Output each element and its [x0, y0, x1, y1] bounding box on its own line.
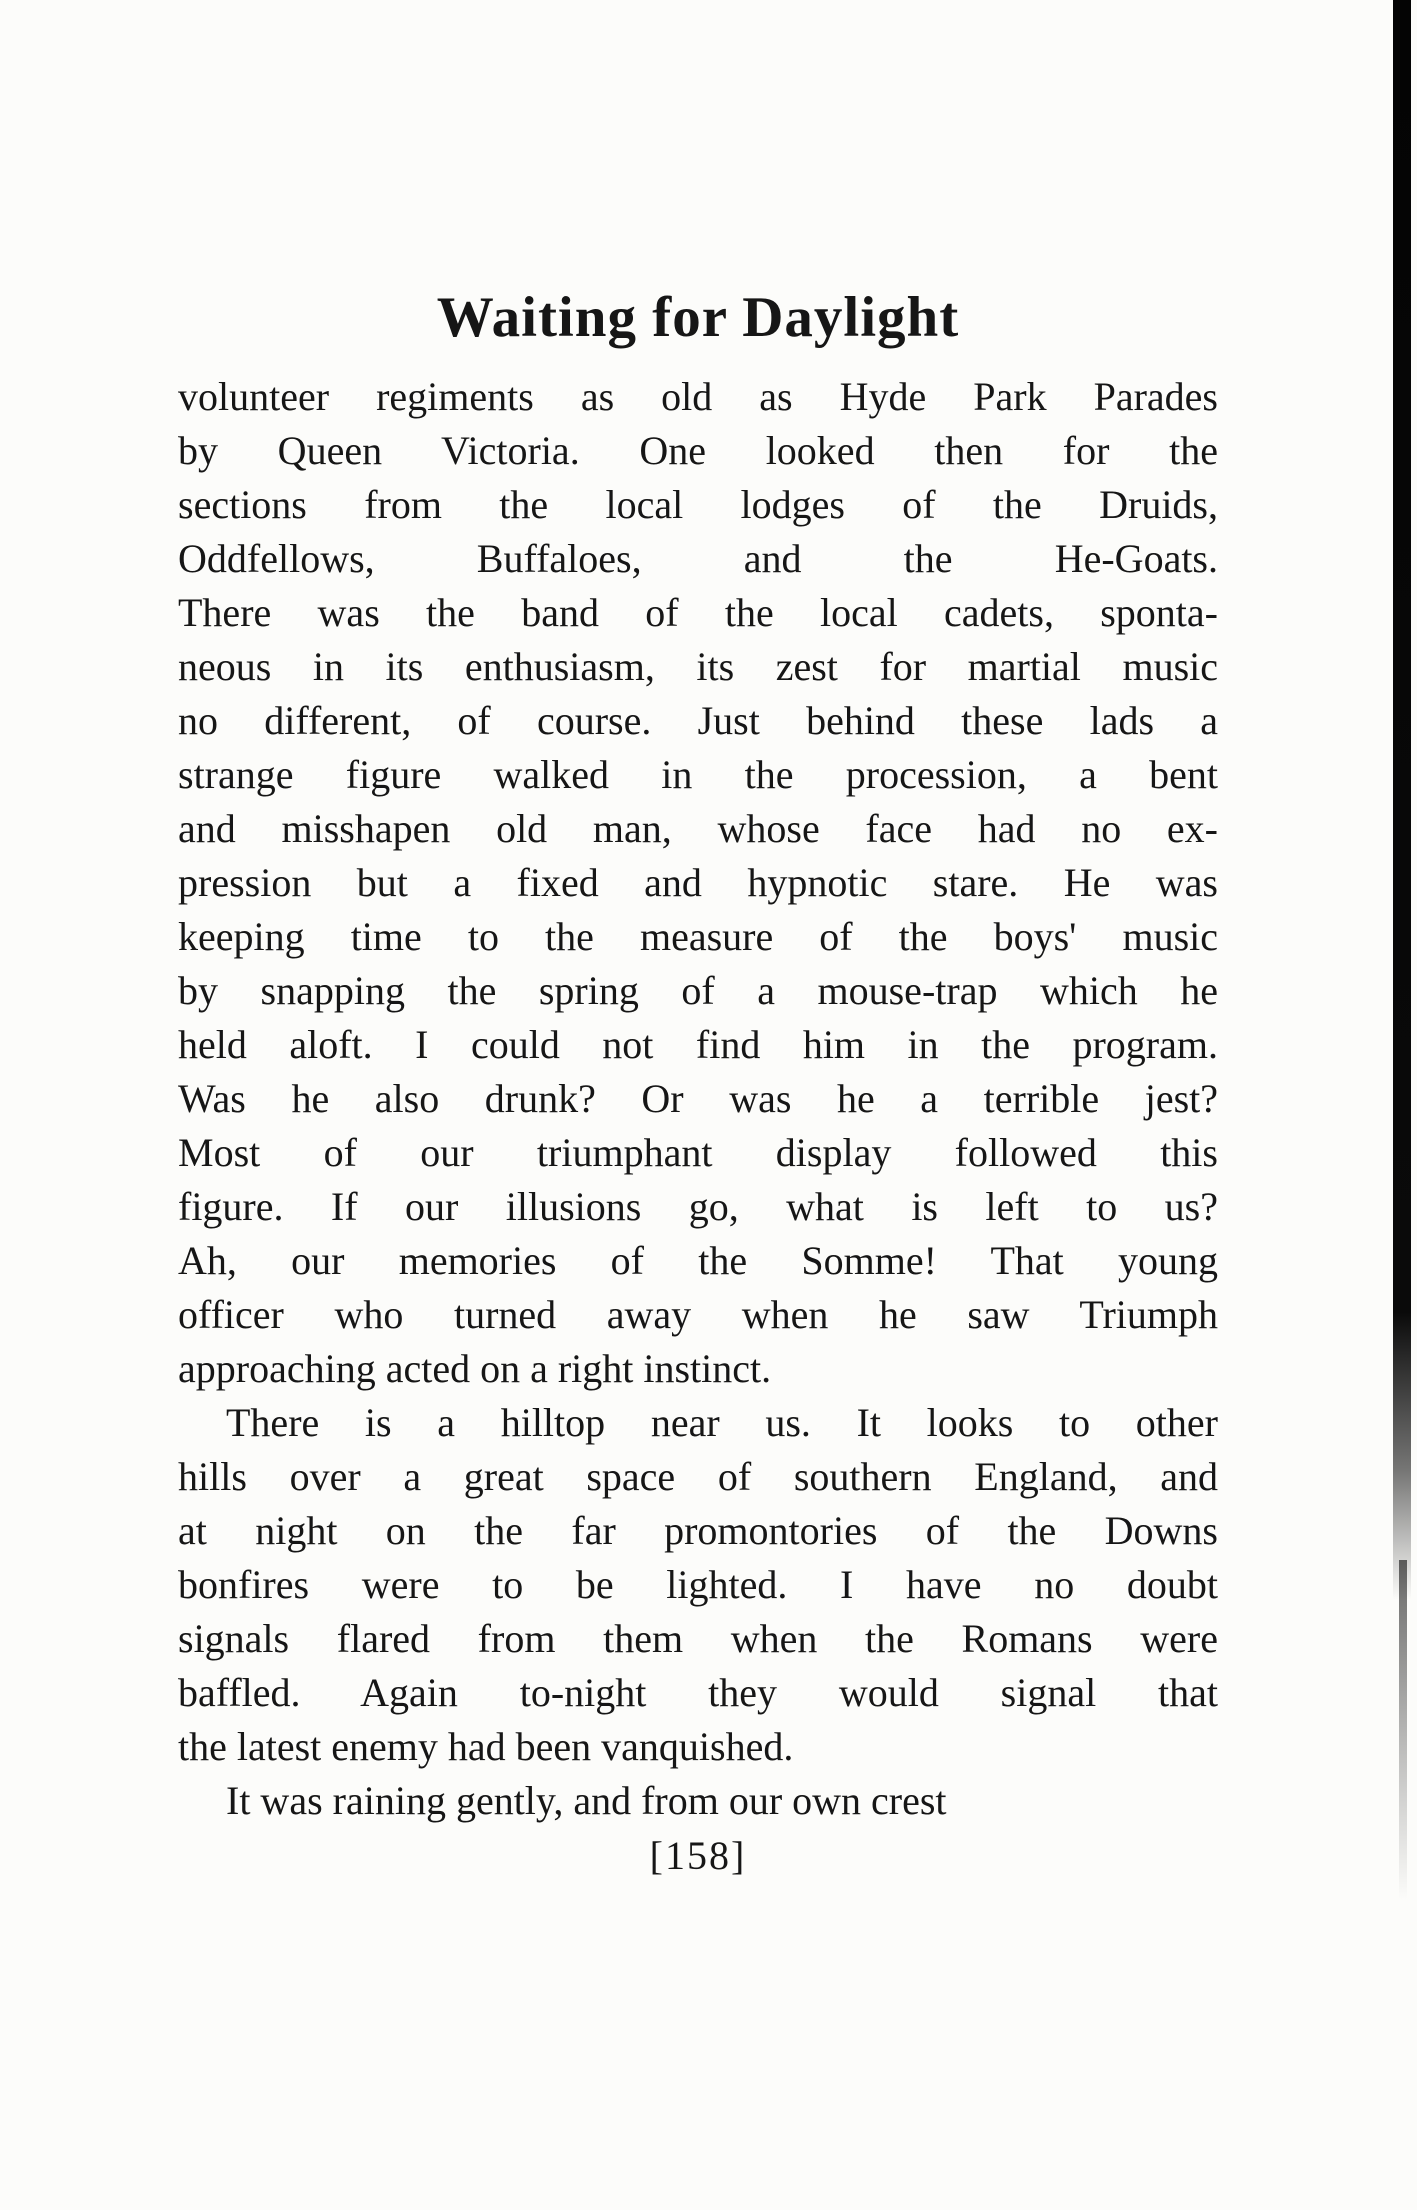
paragraph — [178, 370, 1218, 1396]
text-line: sections from the local lodges of the Druids, — [178, 482, 1218, 527]
scan-edge-artifact — [1393, 0, 1411, 1600]
text-line: There was the band of the local cadets, sponta- — [178, 590, 1218, 635]
text-line: officer who turned away when he saw Triumph — [178, 1292, 1218, 1337]
text-line: approaching acted on a right instinct. — [178, 1346, 772, 1391]
text-line: neous in its enthusiasm, its zest for martial music — [178, 644, 1218, 689]
text-block — [178, 285, 1218, 1879]
text-line: held aloft. I could not find him in the program. — [178, 1022, 1218, 1067]
text-line: at night on the far promontories of the Downs — [178, 1508, 1218, 1553]
paragraph — [178, 1396, 1218, 1774]
text-line: no different, of course. Just behind these lads a — [178, 698, 1218, 743]
text-line: figure. If our illusions go, what is left to us? — [178, 1184, 1218, 1229]
text-line: There is a hilltop near us. It looks to other — [226, 1400, 1218, 1445]
text-line: bonfires were to be lighted. I have no doubt — [178, 1562, 1218, 1607]
text-line: volunteer regiments as old as Hyde Park Parades — [178, 374, 1218, 419]
text-line: baffled. Again to-night they would signal that — [178, 1670, 1218, 1715]
text-line: by snapping the spring of a mouse-trap which he — [178, 968, 1218, 1013]
scan-edge-artifact-tail — [1399, 1560, 1407, 1900]
text-line: the latest enemy had been vanquished. — [178, 1724, 794, 1769]
text-line: Was he also drunk? Or was he a terrible jest? — [178, 1076, 1218, 1121]
text-line: strange figure walked in the procession, a bent — [178, 752, 1218, 797]
text-line: Most of our triumphant display followed this — [178, 1130, 1218, 1175]
body-text — [178, 370, 1218, 1828]
text-line: It was raining gently, and from our own crest — [226, 1778, 947, 1823]
text-line: by Queen Victoria. One looked then for the — [178, 428, 1218, 473]
text-line: and misshapen old man, whose face had no ex- — [178, 806, 1218, 851]
paragraph — [178, 1774, 1218, 1828]
text-line: hills over a great space of southern England, and — [178, 1454, 1218, 1499]
text-line: pression but a fixed and hypnotic stare. He was — [178, 860, 1218, 905]
text-line: keeping time to the measure of the boys' music — [178, 914, 1218, 959]
text-line: Ah, our memories of the Somme! That young — [178, 1238, 1218, 1283]
page-title: Waiting for Daylight — [436, 286, 960, 349]
text-line: signals flared from them when the Romans were — [178, 1616, 1218, 1661]
page-number: [158] — [649, 1833, 747, 1878]
text-line: Oddfellows, Buffaloes, and the He-Goats. — [178, 536, 1218, 581]
